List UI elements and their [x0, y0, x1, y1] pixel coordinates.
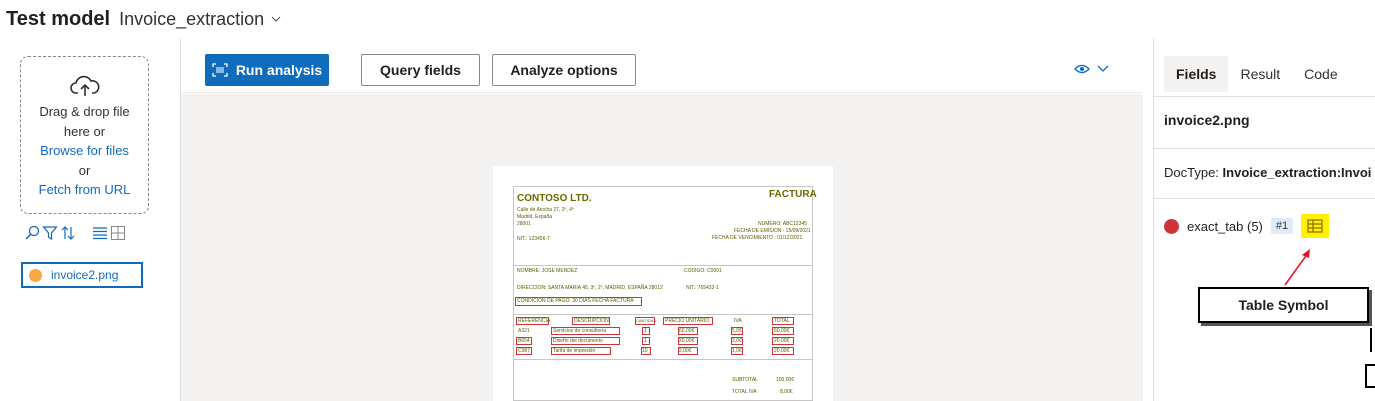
run-analysis-button[interactable]	[205, 54, 329, 86]
result-tabs	[1164, 56, 1350, 92]
divider	[1154, 148, 1375, 149]
invoice-r1-c4: 60,00€	[679, 328, 695, 334]
invoice-total-iva-label: TOTAL IVA	[732, 389, 757, 395]
invoice-th-3: CANTIDAD	[636, 318, 657, 323]
browse-files-link[interactable]: Browse for files	[40, 143, 129, 158]
visibility-toggle[interactable]	[1074, 64, 1110, 74]
table-icon	[1307, 219, 1323, 233]
invoice-r2-c2: Diseño del documento	[553, 338, 603, 344]
file-dropzone[interactable]	[20, 56, 149, 214]
document-viewer	[181, 38, 1143, 401]
invoice-nit: NIT.: 123456-7	[517, 236, 550, 242]
invoice-numero: NUMERO: ABC12345	[758, 221, 807, 227]
invoice-r1-c5: 5,0€	[732, 328, 742, 334]
doctype-label: DocType:	[1164, 165, 1219, 180]
page-title: Test model	[6, 7, 111, 30]
invoice-frame	[513, 186, 817, 401]
invoice-th-2: DESCRIPCION	[574, 318, 609, 324]
fetch-url-link[interactable]: Fetch from URL	[38, 182, 131, 197]
invoice-r2-c4: 20,00€	[679, 338, 695, 344]
invoice-address-1: Calle de Atocha 27, 2º, 4º	[517, 207, 574, 213]
invoice-nombre: NOMBRE: JOSE MENDEZ	[517, 268, 578, 274]
annotation-fragment	[1365, 364, 1375, 388]
invoice-subtotal-value: 100,00€	[776, 377, 795, 383]
invoice-th-5: IVA	[734, 318, 742, 324]
results-panel	[1153, 38, 1375, 401]
invoice-th-6: TOTAL	[774, 318, 790, 324]
invoice-r3-c5: 1,0€	[732, 348, 742, 354]
invoice-r2-c5: 2,0€	[732, 338, 742, 344]
chevron-down-icon	[1096, 64, 1110, 74]
invoice-document	[493, 166, 833, 401]
annotation-fragment	[1370, 328, 1375, 352]
invoice-codigo: CODIGO: C0001	[684, 268, 722, 274]
search-icon[interactable]	[24, 225, 40, 241]
invoice-r3-c1: C987	[518, 348, 530, 354]
invoice-direccion: DIRECCION: SANTA MARIA 45, 3º, 2º, MADRID, ESPAÑA 28012	[517, 285, 663, 291]
invoice-r3-c6: 20,00€	[774, 348, 790, 354]
tab-code[interactable]: Code	[1304, 66, 1338, 82]
invoice-condicion: CONDICION DE PAGO: 30 DIAS FECHA FACTURA	[517, 298, 634, 304]
document-canvas	[181, 94, 1143, 401]
grid-view-icon[interactable]	[110, 225, 126, 241]
invoice-th-4: PRECIO UNITARIO	[665, 318, 710, 324]
field-row[interactable]	[1164, 214, 1329, 238]
chevron-down-icon[interactable]	[270, 13, 282, 25]
invoice-fecha-emision: FECHA DE EMISION : 15/09/2021	[734, 228, 811, 234]
header	[0, 0, 1375, 38]
annotation-callout: Table Symbol	[1198, 287, 1369, 323]
invoice-subtotal-label: SUBTOTAL	[732, 377, 758, 383]
list-view-icon[interactable]	[92, 225, 108, 241]
model-selector[interactable]: Invoice_extraction	[119, 8, 265, 29]
scan-icon	[212, 63, 228, 77]
file-list-item[interactable]	[21, 262, 143, 288]
run-analysis-label: Run analysis	[235, 62, 323, 78]
field-index-badge[interactable]: #1	[1271, 218, 1293, 234]
file-list-toolbar	[24, 225, 128, 241]
invoice-r1-c2: Servicios de consultoría	[553, 328, 607, 334]
invoice-r2-c6: 20,00€	[774, 338, 790, 344]
invoice-total-iva-value: 8,00€	[780, 389, 793, 395]
invoice-address-2: Madrid, España	[517, 214, 553, 220]
tab-fields[interactable]: Fields	[1164, 56, 1228, 92]
invoice-r2-c3: 1	[644, 338, 647, 344]
divider	[1154, 96, 1375, 97]
left-panel	[0, 38, 181, 401]
invoice-th-1: REFERENCIA	[518, 318, 551, 324]
doctype-row	[1164, 165, 1371, 180]
invoice-title: FACTURA	[769, 189, 817, 200]
invoice-r3-c4: 2,00€	[679, 348, 692, 354]
cloud-upload-icon	[70, 74, 100, 98]
invoice-r1-c3: 1	[644, 328, 647, 334]
invoice-fecha-vencimiento: FECHA DE VENCIMIENTO : 01/12/2021	[712, 235, 803, 241]
dropzone-text: Drag & drop file	[39, 104, 130, 119]
invoice-r1-c6: 60,00€	[774, 328, 790, 334]
file-status-dot	[29, 269, 42, 282]
sort-icon[interactable]	[60, 225, 76, 241]
field-name: exact_tab (5)	[1187, 218, 1263, 234]
invoice-r3-c2: Tarifa de impresión	[553, 348, 596, 354]
invoice-nit-cliente: NIT.: 765432-1	[686, 285, 719, 291]
tab-result[interactable]: Result	[1240, 66, 1281, 82]
dropzone-text-2: here or	[63, 123, 106, 139]
invoice-r2-c1: B654	[518, 338, 530, 344]
analyzed-file-name: invoice2.png	[1164, 112, 1250, 128]
doctype-value: Invoice_extraction:Invoi	[1222, 165, 1372, 180]
query-fields-button[interactable]: Query fields	[361, 54, 480, 86]
analyze-options-button[interactable]: Analyze options	[492, 54, 636, 86]
command-bar	[181, 38, 1143, 93]
eye-icon	[1074, 64, 1090, 74]
filter-icon[interactable]	[42, 225, 58, 241]
file-name: invoice2.png	[51, 268, 119, 282]
invoice-company: CONTOSO LTD.	[517, 193, 592, 204]
dropzone-or: or	[78, 162, 91, 178]
annotation-arrow	[1280, 245, 1320, 290]
invoice-r1-c1: A321	[518, 328, 530, 334]
invoice-r3-c3: 10	[642, 348, 648, 354]
invoice-address-3: 28001	[517, 221, 531, 227]
table-view-button[interactable]	[1301, 214, 1329, 238]
divider	[1154, 198, 1375, 199]
field-color-dot	[1164, 219, 1179, 234]
